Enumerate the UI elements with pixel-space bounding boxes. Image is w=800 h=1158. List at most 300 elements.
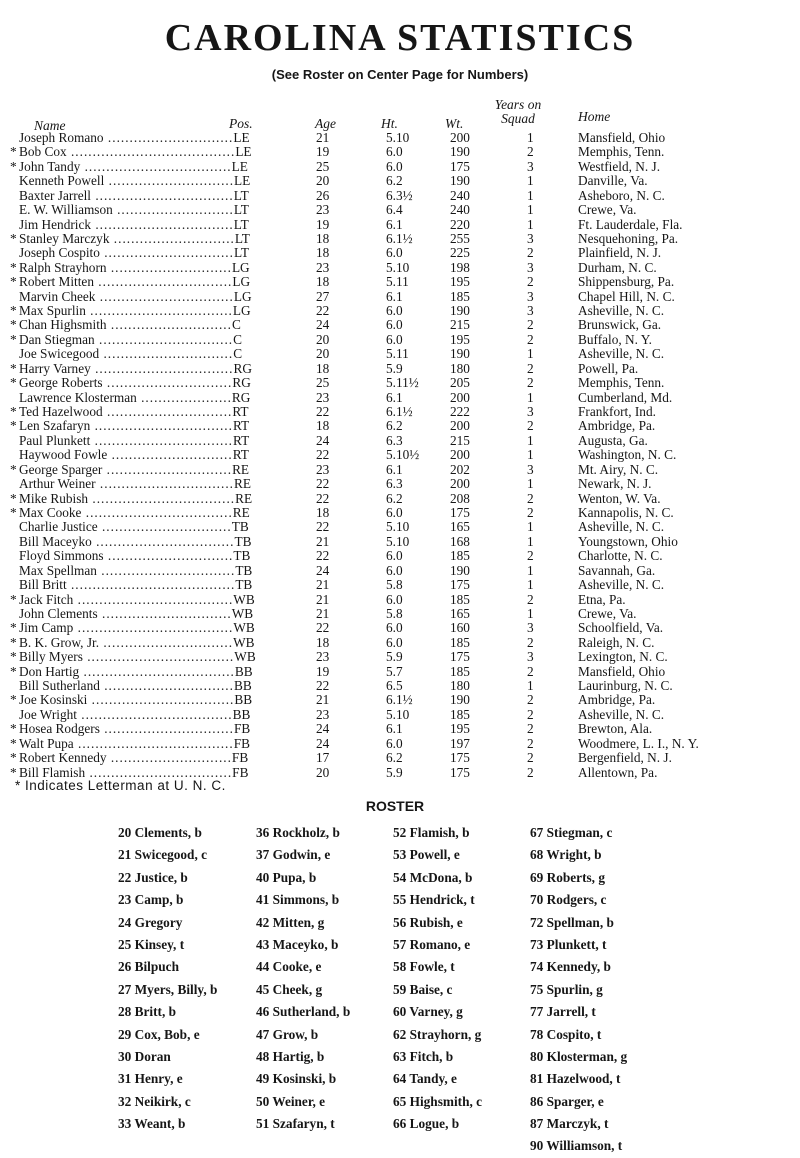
roster-entry: 44 Cooke, e bbox=[256, 959, 322, 975]
player-name-cell bbox=[10, 261, 300, 275]
table-row bbox=[0, 391, 800, 405]
player-position: LT bbox=[233, 246, 249, 261]
player-height: 6.0 bbox=[386, 504, 403, 520]
player-name-cell bbox=[10, 160, 300, 174]
player-position: LT bbox=[234, 231, 250, 246]
player-age: 19 bbox=[316, 144, 330, 160]
player-years: 1 bbox=[527, 216, 534, 232]
player-name: Arthur Weiner bbox=[19, 477, 96, 492]
dot-leader: ............................... bbox=[94, 332, 234, 347]
player-name: Robert Mitten bbox=[19, 275, 94, 290]
roster-entry: 25 Kinsey, t bbox=[118, 936, 185, 952]
player-weight: 185 bbox=[450, 634, 470, 650]
player-name: Haywood Fowle bbox=[19, 448, 108, 463]
player-age: 19 bbox=[316, 663, 330, 679]
player-height: 6.1 bbox=[386, 288, 403, 304]
player-name-cell bbox=[10, 679, 300, 693]
table-row bbox=[0, 131, 800, 145]
table-row bbox=[0, 145, 800, 159]
player-height: 5.7 bbox=[386, 663, 403, 679]
letterman-marker: * bbox=[10, 405, 17, 420]
player-weight: 175 bbox=[450, 750, 470, 766]
roster-entry: 36 Rockholz, b bbox=[256, 825, 340, 840]
player-years: 1 bbox=[527, 202, 534, 218]
player-name-cell bbox=[10, 275, 300, 289]
player-position: C bbox=[233, 332, 242, 347]
player-name-cell bbox=[10, 391, 300, 405]
letterman-marker: * bbox=[10, 361, 17, 376]
player-home: Memphis, Tenn. bbox=[578, 144, 665, 160]
roster-entry: 43 Maceyko, b bbox=[256, 936, 339, 952]
dot-leader: ................................ bbox=[90, 433, 233, 448]
player-home: Danville, Va. bbox=[578, 173, 648, 189]
dot-leader: .................................... bbox=[73, 592, 234, 607]
dot-leader: .............................. bbox=[97, 520, 232, 535]
player-height: 5.10½ bbox=[386, 447, 420, 463]
player-name-cell bbox=[10, 636, 300, 650]
page-title: CAROLINA STATISTICS bbox=[164, 17, 636, 59]
player-weight: 185 bbox=[450, 706, 470, 722]
player-home: Schoolfield, Va. bbox=[578, 620, 664, 636]
player-height: 6.3 bbox=[386, 432, 403, 448]
player-height: 5.10 bbox=[386, 130, 410, 145]
player-years: 2 bbox=[527, 144, 534, 160]
player-age: 21 bbox=[316, 577, 330, 593]
table-row bbox=[0, 578, 800, 592]
letterman-marker: * bbox=[10, 592, 17, 607]
letterman-marker: * bbox=[10, 332, 17, 347]
table-row bbox=[0, 405, 800, 419]
dot-leader: ............................. bbox=[104, 174, 235, 189]
table-row bbox=[0, 621, 800, 635]
roster-entry: 27 Myers, Billy, b bbox=[118, 981, 218, 997]
player-height: 5.10 bbox=[386, 259, 410, 275]
player-position: FB bbox=[231, 751, 249, 766]
player-name-cell bbox=[10, 362, 300, 376]
player-home: Ambridge, Pa. bbox=[578, 692, 656, 708]
player-years: 3 bbox=[527, 620, 534, 636]
player-age: 21 bbox=[316, 605, 330, 621]
player-home: Brunswick, Ga. bbox=[578, 317, 662, 333]
player-height: 6.1½ bbox=[386, 230, 413, 246]
player-home: Ft. Lauderdale, Fla. bbox=[578, 216, 683, 232]
player-position: TB bbox=[231, 520, 249, 535]
player-years: 3 bbox=[527, 303, 534, 319]
dot-leader: .................................... bbox=[73, 736, 234, 751]
player-height: 5.9 bbox=[386, 649, 403, 665]
player-position: BB bbox=[234, 693, 253, 708]
player-position: C bbox=[233, 347, 243, 362]
player-years: 1 bbox=[527, 605, 534, 621]
table-row bbox=[0, 160, 800, 174]
player-years: 1 bbox=[527, 432, 534, 448]
letterman-marker: * bbox=[10, 664, 17, 679]
dot-leader: .............................. bbox=[99, 347, 234, 362]
player-weight: 200 bbox=[450, 447, 470, 463]
dot-leader: ............................... bbox=[96, 563, 236, 578]
player-position: BB bbox=[233, 679, 252, 694]
letterman-marker: * bbox=[10, 231, 17, 246]
roster-entry: 63 Fitch, b bbox=[393, 1048, 454, 1064]
player-name: John Clements bbox=[19, 606, 98, 621]
roster-entry: 51 Szafaryn, t bbox=[256, 1116, 335, 1132]
player-years: 2 bbox=[527, 375, 534, 391]
player-home: Youngstown, Ohio bbox=[578, 533, 678, 549]
player-position: RG bbox=[233, 361, 252, 376]
player-position: RE bbox=[232, 462, 250, 477]
player-position: WB bbox=[231, 606, 254, 621]
player-home: Asheville, N. C. bbox=[578, 519, 665, 535]
letterman-marker: * bbox=[10, 765, 17, 780]
player-home: Savannah, Ga. bbox=[578, 562, 656, 578]
header-wt: Wt. bbox=[445, 116, 464, 131]
player-name: Bill Britt bbox=[19, 578, 67, 593]
letterman-marker: * bbox=[10, 376, 17, 391]
dot-leader: ................................ bbox=[91, 188, 234, 203]
player-years: 2 bbox=[527, 490, 534, 506]
roster-entry: 80 Klosterman, g bbox=[530, 1048, 628, 1064]
player-home: Lexington, N. C. bbox=[578, 649, 668, 665]
player-age: 20 bbox=[316, 764, 330, 780]
table-row bbox=[0, 434, 800, 448]
player-home: Asheboro, N. C. bbox=[578, 187, 665, 203]
player-home: Brewton, Ala. bbox=[578, 721, 653, 737]
player-home: Westfield, N. J. bbox=[578, 158, 661, 174]
player-age: 21 bbox=[316, 591, 330, 607]
player-name: Lawrence Klosterman bbox=[19, 390, 137, 405]
player-position: RT bbox=[232, 405, 249, 420]
player-name-cell bbox=[10, 232, 300, 246]
letterman-marker: * bbox=[10, 751, 17, 766]
player-name: Marvin Cheek bbox=[19, 289, 96, 304]
player-name-cell bbox=[10, 448, 300, 462]
player-position: FB bbox=[232, 765, 249, 780]
player-home: Cumberland, Md. bbox=[578, 389, 673, 405]
player-age: 22 bbox=[316, 404, 330, 420]
player-years: 2 bbox=[527, 548, 534, 564]
player-name: Floyd Simmons bbox=[19, 549, 104, 564]
table-row bbox=[0, 347, 800, 361]
player-name-cell bbox=[10, 290, 300, 304]
player-years: 2 bbox=[527, 331, 534, 347]
roster-entry: 46 Sutherland, b bbox=[256, 1004, 351, 1020]
player-height: 5.8 bbox=[386, 577, 403, 593]
player-name-cell bbox=[10, 621, 300, 635]
player-name: Joe Kosinski bbox=[19, 693, 88, 708]
player-home: Asheville, N. C. bbox=[578, 346, 665, 362]
player-name-cell bbox=[10, 333, 300, 347]
player-age: 21 bbox=[316, 692, 330, 708]
player-home: Crewe, Va. bbox=[578, 605, 637, 621]
player-age: 20 bbox=[316, 331, 330, 347]
player-position: LG bbox=[233, 289, 252, 304]
roster-entry: 59 Baise, c bbox=[393, 981, 453, 997]
player-name-cell bbox=[10, 419, 300, 433]
player-name-cell bbox=[10, 131, 300, 145]
table-row bbox=[0, 246, 800, 260]
player-home: Asheville, N. C. bbox=[578, 303, 665, 319]
table-row bbox=[0, 549, 800, 563]
player-weight: 185 bbox=[450, 548, 470, 564]
player-years: 2 bbox=[527, 735, 534, 751]
player-name-cell bbox=[10, 318, 300, 332]
player-position: RE bbox=[233, 477, 251, 492]
table-row bbox=[0, 564, 800, 578]
player-height: 5.10 bbox=[386, 706, 410, 722]
dot-leader: .............................. bbox=[99, 246, 234, 261]
dot-leader: ................................ bbox=[90, 361, 234, 376]
player-name-cell bbox=[10, 477, 300, 491]
player-weight: 175 bbox=[450, 764, 470, 780]
player-height: 6.0 bbox=[386, 735, 403, 751]
player-age: 18 bbox=[316, 504, 330, 520]
player-height: 5.10 bbox=[386, 533, 410, 549]
letterman-marker: * bbox=[10, 650, 17, 665]
roster-entry: 67 Stiegman, c bbox=[530, 825, 613, 840]
player-name-cell bbox=[10, 751, 300, 765]
player-home: Chapel Hill, N. C. bbox=[578, 288, 675, 304]
player-name-cell bbox=[10, 463, 300, 477]
player-years: 1 bbox=[527, 346, 534, 362]
player-name-cell bbox=[10, 665, 300, 679]
player-height: 6.0 bbox=[386, 591, 403, 607]
player-height: 6.4 bbox=[386, 202, 403, 218]
roster-entry: 54 McDona, b bbox=[393, 869, 473, 885]
player-years: 2 bbox=[527, 764, 534, 780]
player-position: LE bbox=[234, 174, 251, 189]
player-years: 2 bbox=[527, 317, 534, 333]
player-height: 6.0 bbox=[386, 303, 403, 319]
dot-leader: ........................... bbox=[112, 203, 234, 218]
player-height: 6.1 bbox=[386, 461, 403, 477]
player-name: Joseph Cospito bbox=[19, 246, 100, 261]
roster-entry: 73 Plunkett, t bbox=[530, 936, 607, 952]
table-row bbox=[0, 290, 800, 304]
letterman-marker: * bbox=[10, 275, 17, 290]
player-position: C bbox=[231, 318, 241, 333]
player-name-cell bbox=[10, 174, 300, 188]
player-height: 6.0 bbox=[386, 245, 403, 261]
player-age: 17 bbox=[316, 750, 330, 766]
player-name: Max Spurlin bbox=[19, 304, 86, 319]
player-weight: 215 bbox=[450, 432, 470, 448]
player-years: 1 bbox=[527, 562, 534, 578]
player-years: 3 bbox=[527, 158, 534, 174]
roster-entry: 40 Pupa, b bbox=[256, 869, 317, 885]
roster-entry: 66 Logue, b bbox=[393, 1116, 460, 1132]
player-home: Powell, Pa. bbox=[578, 360, 639, 376]
player-weight: 200 bbox=[450, 418, 470, 434]
player-name: Charlie Justice bbox=[19, 520, 98, 535]
player-weight: 165 bbox=[450, 519, 470, 535]
roster-entry: 53 Powell, e bbox=[393, 847, 460, 863]
roster-entry: 37 Godwin, e bbox=[256, 847, 331, 863]
player-position: FB bbox=[233, 736, 250, 751]
player-name-cell bbox=[10, 492, 300, 506]
dot-leader: .................................. bbox=[82, 650, 235, 665]
dot-leader: .................................... bbox=[73, 621, 234, 636]
player-home: Bergenfield, N. J. bbox=[578, 750, 672, 766]
dot-leader: ................................ bbox=[91, 534, 235, 549]
player-position: WB bbox=[233, 635, 255, 650]
table-row bbox=[0, 751, 800, 765]
player-age: 22 bbox=[316, 519, 330, 535]
player-name-cell bbox=[10, 145, 300, 159]
player-years: 2 bbox=[527, 692, 534, 708]
table-row bbox=[0, 520, 800, 534]
player-name: Chan Highsmith bbox=[19, 318, 107, 333]
roster-entry: 74 Kennedy, b bbox=[530, 959, 611, 975]
dot-leader: ................................. bbox=[88, 491, 236, 506]
roster-entry: 33 Weant, b bbox=[118, 1116, 186, 1132]
roster-entry: 64 Tandy, e bbox=[393, 1071, 457, 1087]
dot-leader: ................................. bbox=[85, 304, 233, 319]
player-age: 25 bbox=[316, 375, 330, 391]
roster-entry: 32 Neikirk, c bbox=[118, 1093, 191, 1109]
player-years: 1 bbox=[527, 187, 534, 203]
player-years: 2 bbox=[527, 360, 534, 376]
player-weight: 195 bbox=[450, 331, 470, 347]
player-position: RE bbox=[235, 491, 253, 506]
player-position: TB bbox=[234, 534, 252, 549]
player-age: 24 bbox=[316, 432, 330, 448]
player-home: Asheville, N. C. bbox=[578, 577, 665, 593]
roster-entry: 48 Hartig, b bbox=[256, 1048, 325, 1064]
table-row bbox=[0, 362, 800, 376]
player-position: LT bbox=[233, 203, 249, 218]
player-name: Joe Wright bbox=[19, 707, 77, 722]
table-row bbox=[0, 665, 800, 679]
player-height: 5.11 bbox=[386, 346, 409, 362]
table-row bbox=[0, 693, 800, 707]
dot-leader: ............................... bbox=[95, 289, 234, 304]
player-height: 6.1 bbox=[386, 389, 403, 405]
header-home: Home bbox=[578, 109, 611, 124]
player-years: 1 bbox=[527, 389, 534, 405]
player-home: Kannapolis, N. C. bbox=[578, 504, 674, 520]
roster-entry: 52 Flamish, b bbox=[393, 825, 470, 840]
player-age: 21 bbox=[316, 533, 330, 549]
player-name-cell bbox=[10, 304, 300, 318]
player-age: 20 bbox=[316, 173, 330, 189]
roster-entry: 55 Hendrick, t bbox=[393, 892, 475, 908]
roster-entry: 70 Rodgers, c bbox=[530, 892, 607, 908]
player-name: Billy Myers bbox=[19, 650, 83, 665]
player-name-cell bbox=[10, 405, 300, 419]
player-position: BB bbox=[232, 707, 251, 722]
roster-entry: 72 Spellman, b bbox=[530, 914, 614, 930]
player-years: 3 bbox=[527, 259, 534, 275]
table-row bbox=[0, 318, 800, 332]
dot-leader: ............................ bbox=[109, 231, 235, 246]
player-home: Buffalo, N. Y. bbox=[578, 331, 652, 347]
player-years: 2 bbox=[527, 504, 534, 520]
player-position: TB bbox=[233, 549, 251, 564]
roster-column-1 bbox=[118, 822, 217, 1135]
player-position: LG bbox=[231, 260, 250, 275]
roster-entry: 30 Doran bbox=[118, 1048, 171, 1064]
page-subtitle: (See Roster on Center Page for Numbers) bbox=[271, 67, 529, 82]
player-weight: 180 bbox=[450, 360, 470, 376]
player-weight: 190 bbox=[450, 346, 470, 362]
roster-entry: 58 Fowle, t bbox=[393, 959, 455, 975]
player-position: LE bbox=[235, 145, 252, 160]
player-height: 6.2 bbox=[386, 490, 403, 506]
roster-entry: 87 Marczyk, t bbox=[530, 1116, 609, 1132]
player-height: 6.0 bbox=[386, 562, 403, 578]
dot-leader: ............................. bbox=[103, 131, 234, 145]
dot-leader: ................................... bbox=[76, 707, 233, 722]
dot-leader: ............................ bbox=[106, 318, 232, 333]
player-height: 6.3½ bbox=[386, 187, 413, 203]
player-position: WB bbox=[233, 621, 255, 636]
player-name: Bill Maceyko bbox=[19, 534, 92, 549]
player-weight: 215 bbox=[450, 317, 470, 333]
player-age: 24 bbox=[316, 317, 330, 333]
player-age: 18 bbox=[316, 230, 330, 246]
letterman-marker: * bbox=[10, 419, 17, 434]
table-row bbox=[0, 506, 800, 520]
player-height: 5.9 bbox=[386, 764, 403, 780]
player-home: Raleigh, N. C. bbox=[578, 634, 655, 650]
player-years: 2 bbox=[527, 706, 534, 722]
player-home: Ambridge, Pa. bbox=[578, 418, 656, 434]
header-years bbox=[468, 98, 568, 126]
player-age: 22 bbox=[316, 490, 330, 506]
player-age: 21 bbox=[316, 130, 330, 145]
player-home: Mt. Airy, N. C. bbox=[578, 461, 659, 477]
player-position: RT bbox=[233, 433, 250, 448]
player-weight: 255 bbox=[450, 230, 470, 246]
player-weight: 190 bbox=[450, 303, 470, 319]
player-home: Newark, N. J. bbox=[578, 476, 652, 492]
player-weight: 195 bbox=[450, 721, 470, 737]
player-years: 1 bbox=[527, 678, 534, 694]
table-row bbox=[0, 448, 800, 462]
player-name: B. K. Grow, Jr. bbox=[19, 635, 100, 650]
player-position: RG bbox=[232, 376, 251, 391]
roster-entry: 22 Justice, b bbox=[118, 869, 188, 885]
table-row bbox=[0, 261, 800, 275]
player-weight: 190 bbox=[450, 144, 470, 160]
player-years: 3 bbox=[527, 288, 534, 304]
roster-entry: 24 Gregory bbox=[118, 914, 183, 930]
player-years: 1 bbox=[527, 447, 534, 463]
roster-entry: 69 Roberts, g bbox=[530, 869, 605, 885]
player-age: 20 bbox=[316, 346, 330, 362]
letterman-marker: * bbox=[10, 736, 17, 751]
player-name-cell bbox=[10, 578, 300, 592]
player-name: Bill Flamish bbox=[19, 765, 86, 780]
player-weight: 240 bbox=[450, 202, 470, 218]
player-position: RT bbox=[232, 448, 249, 463]
player-height: 5.11½ bbox=[386, 375, 419, 391]
player-weight: 202 bbox=[450, 461, 470, 477]
player-weight: 175 bbox=[450, 158, 470, 174]
player-weight: 175 bbox=[450, 649, 470, 665]
player-years: 1 bbox=[527, 173, 534, 189]
player-position: LT bbox=[233, 188, 249, 203]
player-name-cell bbox=[10, 607, 300, 621]
player-name: Jim Hendrick bbox=[19, 217, 92, 232]
dot-leader: ............................. bbox=[102, 376, 233, 391]
player-height: 6.0 bbox=[386, 331, 403, 347]
player-height: 6.2 bbox=[386, 173, 403, 189]
dot-leader: .............................. bbox=[97, 606, 232, 621]
roster-entry: 86 Sparger, e bbox=[530, 1093, 604, 1109]
letterman-marker: * bbox=[10, 693, 17, 708]
player-age: 18 bbox=[316, 634, 330, 650]
